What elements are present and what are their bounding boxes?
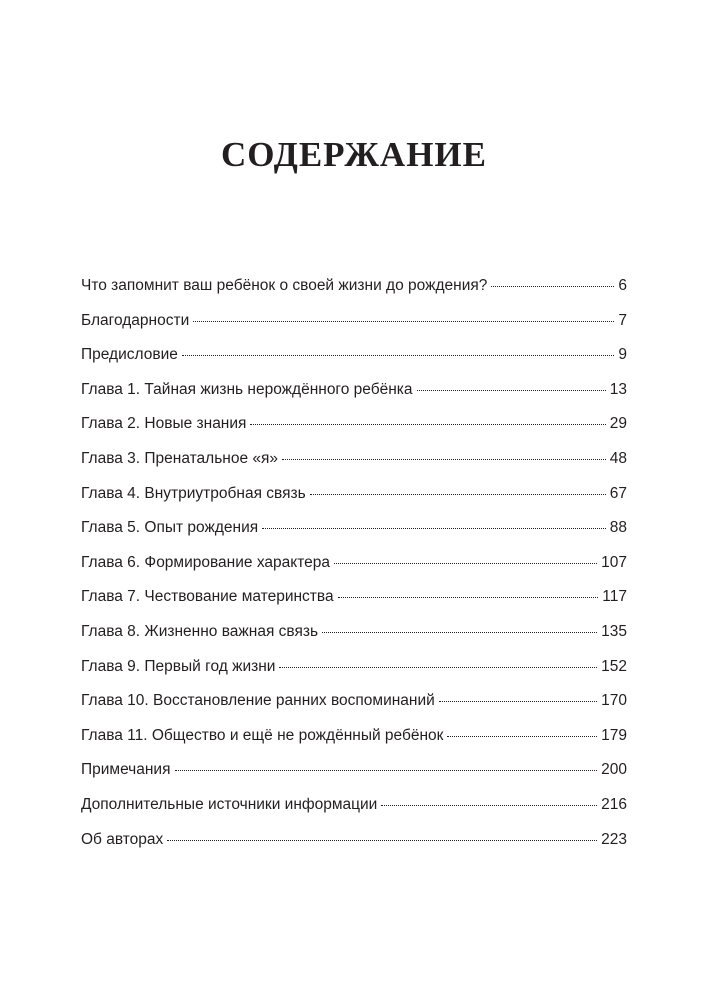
dot-leader xyxy=(439,701,597,702)
dot-leader xyxy=(310,494,606,495)
toc-entry-page: 48 xyxy=(609,449,627,467)
toc-entry-title: Глава 10. Восстановление ранних воспоминаний xyxy=(81,692,435,710)
toc-entry[interactable] xyxy=(81,554,627,589)
toc-entry-title: Дополнительные источники информации xyxy=(81,795,378,813)
toc-entry-title: Благодарности xyxy=(81,311,190,329)
dot-leader xyxy=(167,840,597,841)
toc-entry-page: 88 xyxy=(609,519,627,537)
toc-entry[interactable] xyxy=(81,727,627,762)
toc-entry-title: Что запомнит ваш ребёнок о своей жизни до рождения? xyxy=(81,277,488,294)
page-title: СОДЕРЖАНИЕ xyxy=(220,135,487,175)
table-of-contents xyxy=(81,277,627,865)
toc-entry[interactable] xyxy=(81,692,627,727)
toc-entry[interactable] xyxy=(81,761,627,796)
toc-entry-title: Глава 11. Общество и ещё не рождённый ребёнок xyxy=(81,726,444,744)
toc-entry[interactable] xyxy=(81,346,627,381)
dot-leader xyxy=(193,321,614,322)
dot-leader xyxy=(282,459,606,460)
toc-entry-page: 152 xyxy=(601,657,627,675)
toc-entry-title: Глава 5. Опыт рождения xyxy=(81,519,259,537)
toc-entry[interactable] xyxy=(81,277,627,312)
dot-leader xyxy=(279,667,597,668)
toc-entry-page: 67 xyxy=(609,484,627,502)
dot-leader xyxy=(334,563,597,564)
toc-entry-page: 170 xyxy=(601,692,627,710)
dot-leader xyxy=(250,424,605,425)
toc-entry-title: Глава 3. Пренатальное «я» xyxy=(81,449,279,467)
toc-entry-page: 216 xyxy=(601,795,627,813)
toc-entry-title: Глава 8. Жизненно важная связь xyxy=(81,622,319,640)
toc-entry-page: 117 xyxy=(602,588,627,606)
toc-entry[interactable] xyxy=(81,658,627,693)
toc-entry-page: 223 xyxy=(601,830,627,848)
dot-leader xyxy=(491,286,614,287)
dot-leader xyxy=(182,355,615,356)
toc-entry-page: 13 xyxy=(609,380,627,398)
toc-entry-page: 179 xyxy=(601,726,627,744)
toc-entry-page: 6 xyxy=(618,277,627,294)
toc-entry-title: Глава 6. Формирование характера xyxy=(81,553,330,571)
toc-entry-title: Предисловие xyxy=(81,346,178,364)
toc-entry-page: 9 xyxy=(618,346,627,364)
toc-entry[interactable] xyxy=(81,519,627,554)
dot-leader xyxy=(262,528,606,529)
dot-leader xyxy=(417,390,606,391)
toc-entry-page: 200 xyxy=(601,761,627,779)
toc-entry-page: 29 xyxy=(609,415,627,433)
dot-leader xyxy=(447,736,597,737)
toc-entry-title: Глава 9. Первый год жизни xyxy=(81,657,276,675)
toc-entry[interactable] xyxy=(81,623,627,658)
toc-entry-title: Глава 4. Внутриутробная связь xyxy=(81,484,306,502)
dot-leader xyxy=(381,805,597,806)
toc-entry-page: 135 xyxy=(601,622,627,640)
dot-leader xyxy=(338,597,599,598)
dot-leader xyxy=(175,770,598,771)
toc-entry-title: Глава 2. Новые знания xyxy=(81,415,247,433)
toc-entry-page: 107 xyxy=(601,553,627,571)
toc-entry-title: Об авторах xyxy=(81,830,164,848)
toc-entry[interactable] xyxy=(81,485,627,520)
toc-entry[interactable] xyxy=(81,450,627,485)
toc-entry-title: Глава 7. Чествование материнства xyxy=(81,588,334,606)
toc-entry[interactable] xyxy=(81,415,627,450)
toc-entry-title: Глава 1. Тайная жизнь нерождённого ребёнка xyxy=(81,380,413,398)
toc-entry[interactable] xyxy=(81,312,627,347)
dot-leader xyxy=(322,632,597,633)
toc-entry[interactable] xyxy=(81,588,627,623)
toc-entry-title: Примечания xyxy=(81,761,171,779)
toc-entry[interactable] xyxy=(81,381,627,416)
toc-entry-page: 7 xyxy=(618,311,627,329)
toc-entry[interactable] xyxy=(81,796,627,831)
toc-entry[interactable] xyxy=(81,831,627,866)
